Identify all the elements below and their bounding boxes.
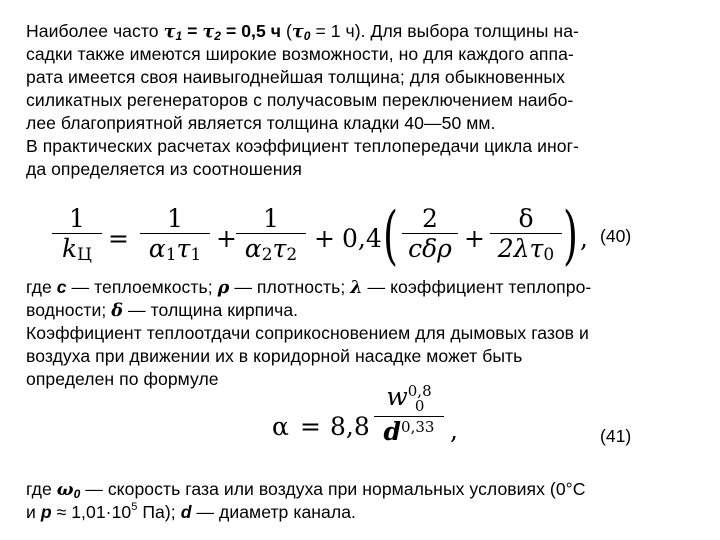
coefficient: 0,4 — [342, 224, 382, 253]
right-paren: ) — [562, 199, 578, 273]
d-symbol: d — [383, 417, 402, 446]
c-symbol: c — [56, 277, 67, 297]
alpha-symbol: α — [148, 234, 166, 263]
fraction-w-over-d — [374, 384, 444, 444]
subscript: Ц — [77, 245, 92, 265]
d-symbol: d — [180, 502, 192, 522]
subscript: 2 — [286, 245, 298, 265]
subscript: 2 — [214, 29, 222, 43]
plus-sign: + — [464, 224, 485, 253]
equation-number: (40) — [600, 226, 632, 246]
superscript: 0,33 — [401, 418, 435, 436]
coefficient: 8,8 — [330, 412, 370, 441]
denominator: cδρ — [408, 234, 452, 263]
equals-sign: = — [300, 412, 321, 441]
text-fragment: ≈ 1,01·10 — [51, 502, 132, 522]
subscript: 0 — [543, 245, 555, 265]
text-line-1 — [26, 20, 579, 43]
subscript: 0 — [303, 29, 311, 43]
text-fragment: Наиболее часто — [26, 21, 164, 41]
fraction-alpha1-tau1 — [140, 204, 210, 265]
equation-number: (41) — [600, 426, 632, 446]
rho-symbol: ρ — [217, 277, 230, 298]
text-fragment: = 1 ч). Для выбора толщины на- — [310, 21, 579, 41]
superscript: 0,8 — [407, 382, 432, 400]
left-paren: ( — [382, 199, 398, 273]
text-fragment: водности; — [26, 300, 112, 320]
tau-symbol: τ — [272, 234, 287, 263]
subscript: 0 — [414, 397, 425, 415]
text-fragment: и — [26, 502, 41, 522]
plus-sign: + — [216, 224, 237, 253]
text-line-11: воздуха при движении их в коридорной насадке может быть — [26, 346, 523, 366]
text-line-3: рата имеется своя наивыгоднейшая толщина; для обыкновенных — [26, 67, 565, 87]
text-fragment: Па); — [137, 502, 181, 522]
w-symbol: w — [386, 382, 408, 411]
k-symbol: k — [62, 234, 78, 263]
tau-symbol: τ — [163, 21, 176, 42]
tau-symbol: τ — [291, 21, 304, 42]
tau-symbol: τ — [176, 234, 191, 263]
subscript: 1 — [165, 245, 177, 265]
numerator: 1 — [263, 204, 279, 233]
text-fragment: где — [26, 277, 57, 297]
text-fragment: ( — [281, 21, 292, 41]
text-line-8 — [26, 276, 591, 299]
tau-symbol: τ — [202, 21, 215, 42]
alpha-symbol: α — [244, 234, 262, 263]
comma: , — [580, 224, 588, 253]
text-fragment: — толщина кирпича. — [123, 300, 299, 320]
text-line-6: В практических расчетах коэффициент теплопередачи цикла иног- — [26, 136, 579, 156]
delta-symbol: δ — [111, 300, 124, 321]
numerator: δ — [518, 204, 534, 233]
text-line-12: определен по формуле — [26, 369, 219, 389]
denominator: 2λτ — [497, 234, 544, 263]
numerator: 1 — [167, 204, 183, 233]
text-line-10: Коэффициент теплоотдачи соприкосновением для дымовых газов и — [26, 323, 589, 343]
text-line-4: силикатных регенераторов с получасовым переключением наибо- — [26, 90, 574, 110]
text-fragment: — коэффициент теплопро- — [362, 277, 592, 297]
alpha-symbol: α — [272, 412, 289, 441]
text-line-9 — [26, 299, 298, 322]
fraction-delta-over-2lt — [490, 204, 562, 265]
numerator: 1 — [69, 204, 85, 233]
fraction-alpha2-tau2 — [236, 204, 306, 265]
comma: , — [450, 416, 458, 445]
text-line-2: садки также имеются широкие возможности, но для каждого аппа- — [26, 44, 574, 64]
text-fragment: = 0,5 ч — [221, 21, 282, 41]
text-fragment: — скорость газа или воздуха при нормальных условиях (0°С — [80, 479, 586, 499]
text-fragment: — плотность; — [229, 277, 351, 297]
text-fragment: — диаметр канала. — [191, 502, 356, 522]
lambda-symbol: λ — [350, 277, 363, 298]
text-fragment: = — [182, 21, 203, 41]
subscript: 2 — [261, 245, 273, 265]
text-fragment: — теплоемкость; — [66, 277, 218, 297]
text-fragment: где — [26, 479, 57, 499]
text-line-5: лее благоприятной является толщина кладки 40—50 мм. — [26, 113, 496, 133]
text-line-14 — [26, 501, 356, 523]
fraction-2-over-cdr — [402, 206, 458, 261]
text-line-13 — [26, 478, 586, 501]
subscript: 1 — [190, 245, 202, 265]
superscript: 5 — [131, 501, 138, 513]
p-symbol: p — [40, 502, 52, 522]
subscript: 1 — [175, 29, 183, 43]
equals-sign: = — [108, 224, 129, 253]
plus-sign: + — [314, 224, 335, 253]
numerator: 2 — [422, 204, 438, 233]
fraction-1-over-k — [52, 204, 102, 265]
text-line-7: да определяется из соотношения — [26, 159, 302, 179]
subscript: 0 — [73, 487, 81, 501]
omega-symbol: ω — [56, 479, 74, 500]
